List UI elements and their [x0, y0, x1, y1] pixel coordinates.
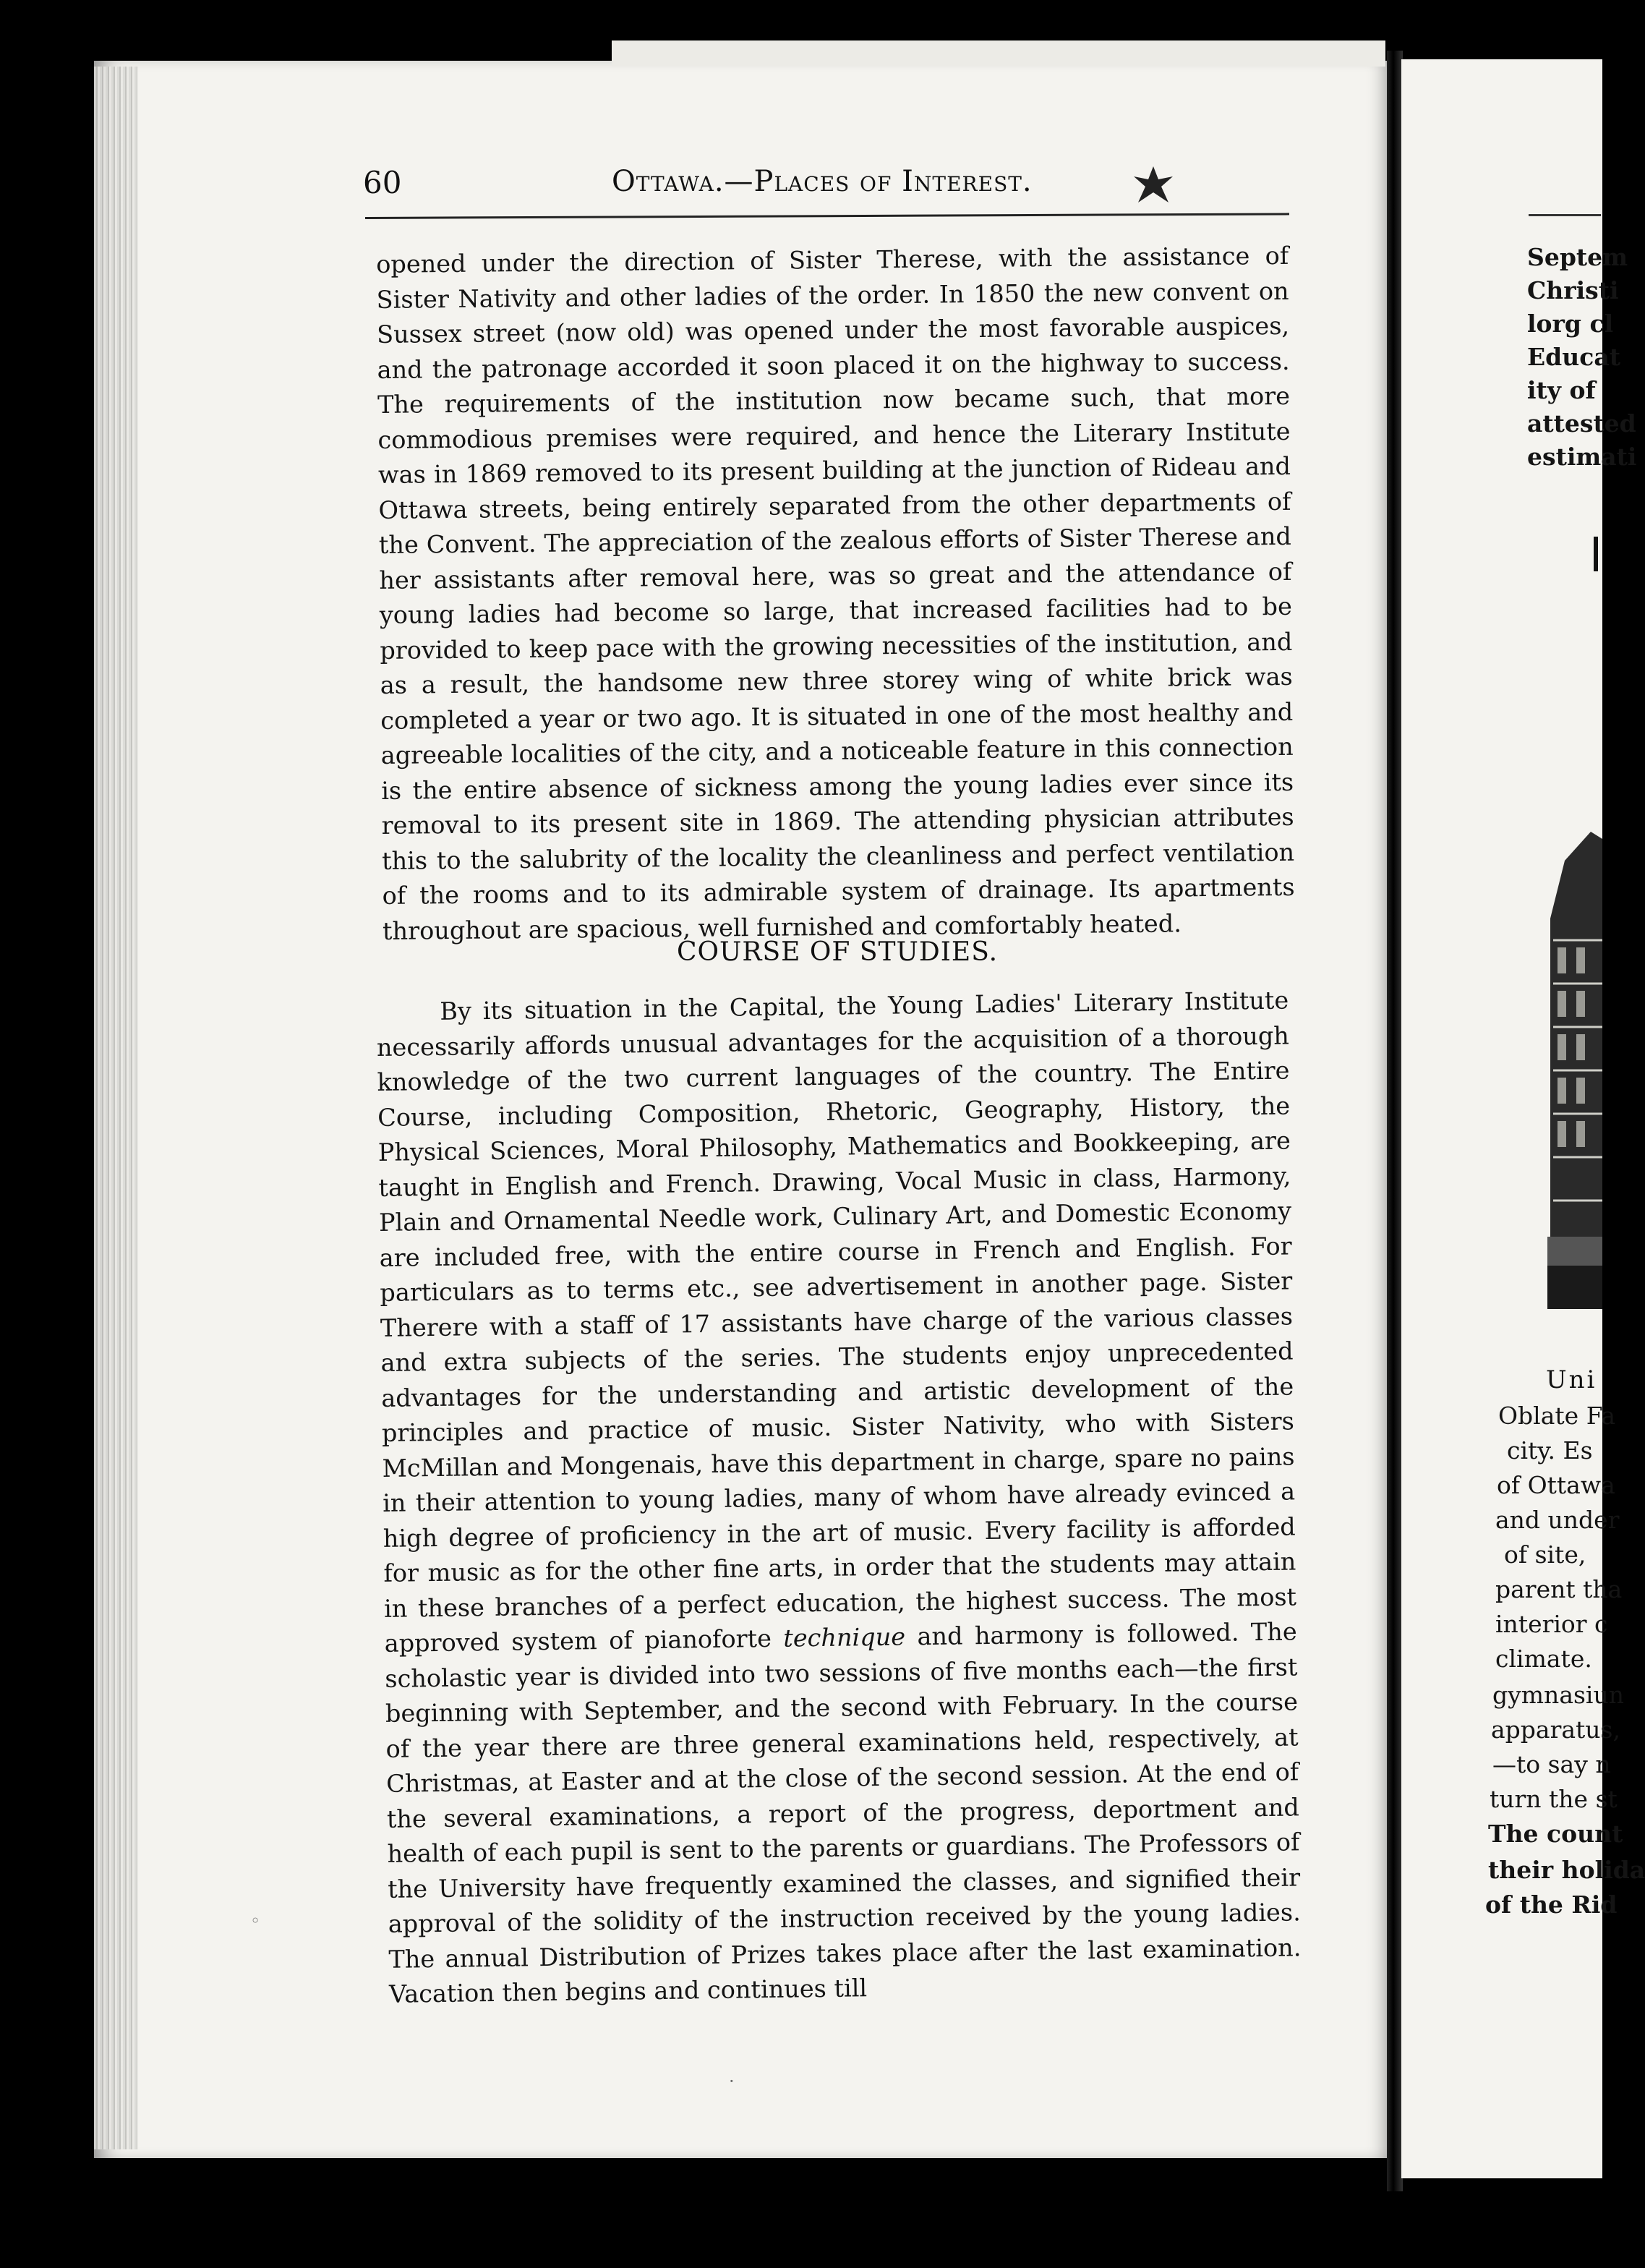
right-line: —to say n	[1492, 1750, 1611, 1778]
page-edge-stack	[94, 67, 137, 2149]
book-gutter	[1387, 51, 1403, 2191]
right-line: apparatus,	[1491, 1715, 1620, 1744]
right-line: parent tha	[1495, 1575, 1623, 1603]
right-line: lorg cl	[1527, 310, 1614, 338]
right-line: interior c	[1495, 1610, 1608, 1638]
paragraph-history: opened under the direction of Sister Therese, with the assistance of Sister Nativity and other ladies of the order. In 1850 the new convent on Sussex street (now old) was opened under the most favorable auspices, and the patronage accorded it soon placed it on the highway to success. The requirements of the institution now became such, that more commodious premises were required, and hence the Literary Institute was in 1869 removed to its present building at the junction of Rideau and Ottawa streets, being entirely separated from the other departments of the Convent. The appreciation of the zealous efforts of Sister Therese and her assistants after removal here, was so great and the attendance of young ladies had become so large, that increased facilities had to be provided to keep pace with the growing necessities of the institution, and as a result, the handsome new three storey wing of white brick was completed a year or two ago. It is situated in one of the most healthy and agreeable localities of the city, and a noticeable feature in this connection is the entire absence of sickness among the young ladies ever since its removal to its present site in 1869. The attending physician attributes this to the salubrity of the locality the cleanliness and perfect ventilation of the rooms and to its admirable system of drainage. Its apartments throughout are spacious, well furnished and comfortably heated.	[376, 241, 1295, 945]
page-number: 60	[363, 165, 402, 200]
paragraph-text-end: and harmony is followed. The scholastic year is divided into two sessions of five months each—the first beginning with September, and the second with February. In the course of the year there are three general examinations held, respectively, at Christmas, at Easter and at the close of the second session. At the end of the several examinations, a report of the progress, deportment and health of each pupil is sent to the parents or guardians. The Professors of the University have frequently examined the classes, and signified their approval of the solidity of the instruction received by the young ladies. The annual Distribution of Prizes takes place after the last examination. Vacation then begins and continues till	[385, 1617, 1302, 2008]
paragraph-course-of-studies	[376, 983, 1302, 2012]
speck: ·	[729, 2071, 735, 2092]
heading-fragment	[1594, 537, 1598, 571]
right-header-rule	[1529, 214, 1601, 216]
right-line: gymnasiun	[1492, 1681, 1624, 1709]
ornament-icon	[1128, 163, 1179, 207]
speck: ◦	[250, 1911, 261, 1931]
right-line: The count	[1488, 1820, 1623, 1848]
emphasized-word: technique	[783, 1622, 906, 1653]
running-title: Ottawa.—Places of Interest.	[612, 165, 1033, 198]
section-heading: COURSE OF STUDIES.	[677, 937, 999, 967]
paragraph-text-start: By its situation in the Capital, the Young Ladies' Literary Institute necessarily affords unusual advantages for the acquisition of a thorough knowledge of the two current languages of the country. The Entire Course, including Composition, Rhetoric, Geography, History, the Physical Sciences, Moral Philosophy, Mathematics and Bookkeeping, are taught in English and French. Drawing, Vocal Music in class, Harmony, Plain and Ornamental Needle work, Culinary Art, and Domestic Economy are included free, with the entire course in French and English. For particulars as to terms etc., see advertisement in another page. Sister Therere with a staff of 17 assistants have charge of the various classes and extra subjects of the series. The students enjoy unprecedented advantages for the understanding and artistic development of the principles and practice of music. Sister Nativity, who with Sisters McMillan and Mongenais, have this department in charge, spare no pains in their attention to young ladies, many of whom have already evinced a high degree of proficiency in the art of music. Every facility is afforded for music as for the other fine arts, in order that the students may attain in these branches of a perfect education, the highest success. The most approved system of pianoforte	[376, 986, 1297, 1658]
right-line: turn the st	[1490, 1785, 1618, 1813]
right-line: estimati	[1527, 443, 1637, 471]
right-line: of site,	[1504, 1540, 1586, 1569]
right-line: climate.	[1495, 1645, 1592, 1673]
right-line: Septem	[1527, 243, 1628, 271]
right-caption: Uni	[1546, 1365, 1597, 1394]
right-line: Educat	[1527, 343, 1620, 371]
right-line: of Ottawa	[1497, 1471, 1615, 1499]
right-line: their holida	[1488, 1856, 1645, 1884]
building-engraving	[1547, 832, 1602, 1309]
right-line: Christi	[1527, 276, 1619, 304]
right-line: city. Es	[1507, 1436, 1593, 1465]
right-line: ity of	[1527, 376, 1596, 404]
right-line: Oblate Fa	[1498, 1402, 1616, 1430]
page-top-edge	[612, 40, 1385, 67]
right-line: attested	[1527, 409, 1636, 438]
right-line: of the Rid	[1485, 1890, 1618, 1919]
right-line: and under	[1495, 1506, 1620, 1534]
